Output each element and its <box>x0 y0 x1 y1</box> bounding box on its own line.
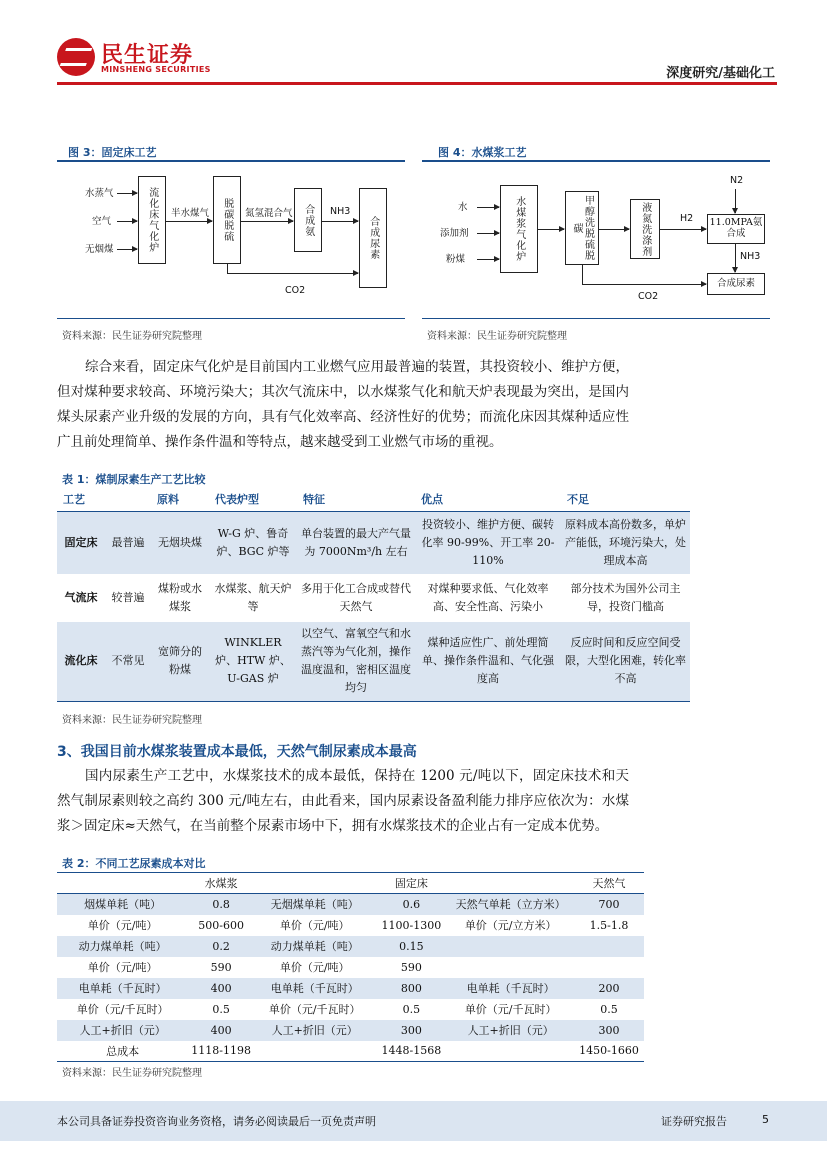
table-cell: 单价（元/千瓦时） <box>268 1003 361 1016</box>
table2-title: 表 2：不同工艺尿素成本对比 <box>62 857 206 870</box>
fig4-h2-label: H2 <box>680 213 694 224</box>
process-comparison-table <box>57 487 690 702</box>
fig3-co2-label: CO2 <box>285 285 306 296</box>
table-cell: 流化床 <box>57 622 105 702</box>
table-cell: 单价（元/吨） <box>279 919 350 932</box>
table-cell: 无烟煤单耗（吨） <box>254 894 375 915</box>
table-cell <box>574 936 644 957</box>
table-cell: 300 <box>375 1020 447 1041</box>
fig4-input-additive: 添加剂 <box>440 228 469 239</box>
table-cell: 煤种适应性广、前处理简单、操作条件温和、气化强度高 <box>415 622 561 702</box>
table-row <box>57 936 644 957</box>
figure4-diagram <box>422 163 770 313</box>
table-header-cell: 不足 <box>561 487 690 512</box>
table-cell: 单价（元/立方米） <box>464 919 557 932</box>
logo-mark-icon <box>57 38 95 76</box>
table-cell: W-G 炉、鲁奇炉、BGC 炉等 <box>209 512 297 574</box>
table-cell: 300 <box>574 1020 644 1041</box>
table-row <box>57 512 690 574</box>
fig3-input-steam: 水蒸气 <box>85 188 114 199</box>
fig4-ammonia-box: 11.0MPA氨合成 <box>707 214 765 244</box>
section3-title: 3、我国目前水煤浆装置成本最低，天然气制尿素成本最高 <box>57 744 417 760</box>
figure4-bottom-rule <box>422 318 770 319</box>
table-header-cell: 固定床 <box>375 873 447 894</box>
table-header-row <box>57 487 690 512</box>
table-header-cell: 原料 <box>151 487 209 512</box>
table-cell: 对煤种要求低、气化效率高、安全性高、污染小 <box>427 581 549 613</box>
table-cell: 天然气单耗（立方米） <box>447 894 574 915</box>
table-cell: 反应时间和反应空间受限，大型化困难，转化率不高 <box>561 622 690 702</box>
fig3-urea-box: 合成尿素 <box>359 188 387 288</box>
table-row <box>57 957 644 978</box>
logo-english-name: MINSHENG SECURITIES <box>101 65 211 74</box>
table-cell: 1450-1660 <box>574 1041 644 1062</box>
table-cell: 单台装置的最大产气量为 7000Nm³/h 左右 <box>297 512 415 574</box>
page-footer <box>0 1101 827 1141</box>
table-cell: 单价（元/千瓦时） <box>76 1003 169 1016</box>
fig3-nh3-label: NH3 <box>330 206 351 217</box>
table-header-row <box>57 873 644 894</box>
table-cell: 0.5 <box>402 1002 421 1016</box>
table-cell: 1118-1198 <box>188 1041 254 1062</box>
table-cell <box>447 1041 574 1062</box>
fig3-mix-gas-label: 氮氢混合气 <box>245 208 293 219</box>
table-cell <box>447 957 574 978</box>
table1-title: 表 1：煤制尿素生产工艺比较 <box>62 473 206 486</box>
table-cell: 多用于化工合成或替代天然气 <box>301 581 411 613</box>
fig4-methanol-wash-box: 甲醇洗脱硫脱碳 <box>565 191 599 265</box>
fig3-gasifier-box: 流化床气化炉 <box>138 176 166 264</box>
table-cell: 0.5 <box>600 1002 618 1016</box>
table-row <box>57 999 644 1020</box>
fig4-nitrogen-wash-box: 液氮洗涤剂 <box>630 199 660 259</box>
table-cell: 水煤浆、航天炉等 <box>214 581 292 613</box>
figure3-bottom-rule <box>57 318 405 319</box>
figure3-top-rule <box>57 160 405 162</box>
footer-report-type: 证券研究报告 <box>661 1115 727 1128</box>
fig3-desulfur-box: 脱碳脱硫 <box>213 176 241 264</box>
fig3-input-coal: 无烟煤 <box>85 244 114 255</box>
fig4-co2-label: CO2 <box>638 291 659 302</box>
table-cell: 原料成本高份数多，单炉产能低，环境污染大，处理成本高 <box>561 512 690 574</box>
table-cell <box>254 1041 375 1062</box>
cost-comparison-table <box>57 872 644 1062</box>
table-cell: 0.6 <box>375 894 447 915</box>
table-cell: 煤粉或水煤浆 <box>158 581 202 613</box>
table-row <box>57 894 644 915</box>
table-header-cell: 天然气 <box>574 873 644 894</box>
table-header-cell: 代表炉型 <box>209 487 297 512</box>
table-header-cell: 水煤浆 <box>188 873 254 894</box>
table-cell: 人工+折旧（元） <box>254 1020 375 1041</box>
table-cell: 固定床 <box>57 512 105 574</box>
table-cell: 投资较小、维护方便、碳转化率 90-99%、开工率 20-110% <box>415 512 561 574</box>
table-cell: 总成本 <box>57 1041 188 1062</box>
fig4-gasifier-box: 水煤浆气化炉 <box>500 185 538 273</box>
table-cell: 最普遍 <box>105 512 151 574</box>
table-cell: 电单耗（千瓦时） <box>254 978 375 999</box>
table-header-cell <box>254 873 375 894</box>
table-cell: 烟煤单耗（吨） <box>57 894 188 915</box>
fig4-input-coal: 粉煤 <box>446 254 466 265</box>
table-cell <box>447 936 574 957</box>
table2-source: 资料来源：民生证券研究院整理 <box>62 1068 202 1079</box>
logo-chinese-name: 民生证券 <box>101 43 194 68</box>
table-row-total <box>57 1041 644 1062</box>
table-cell: 人工+折旧（元） <box>57 1020 188 1041</box>
figure3-diagram <box>57 163 405 313</box>
table-cell: 部分技术为国外公司主导，投资门槛高 <box>570 581 681 613</box>
table-cell: 400 <box>188 978 254 999</box>
table-cell: 800 <box>375 978 447 999</box>
table-cell: 500-600 <box>198 918 244 932</box>
figure3-title: 图 3：固定床工艺 <box>68 146 157 159</box>
table-cell: 0.15 <box>375 936 447 957</box>
table-cell: 1448-1568 <box>375 1041 447 1062</box>
table-cell: 1.5-1.8 <box>589 918 629 932</box>
table-cell: 动力煤单耗（吨） <box>254 936 375 957</box>
table-header-cell <box>57 873 188 894</box>
table-cell: 较普遍 <box>111 590 145 604</box>
table-cell: 0.5 <box>212 1002 230 1016</box>
report-category: 深度研究/基础化工 <box>666 66 775 81</box>
table-cell: 0.2 <box>188 936 254 957</box>
table-cell: 0.8 <box>188 894 254 915</box>
table-cell: 宽筛分的粉煤 <box>151 622 209 702</box>
table-cell: 400 <box>188 1020 254 1041</box>
table-cell: 单价（元/吨） <box>279 961 350 974</box>
table1-source: 资料来源：民生证券研究院整理 <box>62 715 202 726</box>
table-cell: 人工+折旧（元） <box>447 1020 574 1041</box>
table-cell: 动力煤单耗（吨） <box>57 936 188 957</box>
table-cell: 以空气、富氧空气和水蒸汽等为气化剂，操作温度温和，密相区温度均匀 <box>297 622 415 702</box>
fig3-steam-gas-label: 半水煤气 <box>171 208 210 219</box>
table-cell: 电单耗（千瓦时） <box>447 978 574 999</box>
table-cell: 590 <box>210 960 232 974</box>
table-cell: 电单耗（千瓦时） <box>57 978 188 999</box>
fig4-urea-box: 合成尿素 <box>707 273 765 295</box>
fig3-input-air: 空气 <box>92 216 112 227</box>
figure4-title: 图 4：水煤浆工艺 <box>438 146 527 159</box>
table-cell: 单价（元/千瓦时） <box>464 1003 557 1016</box>
table-cell: WINKLER 炉、HTW 炉、U-GAS 炉 <box>209 622 297 702</box>
table-cell: 1100-1300 <box>381 918 442 932</box>
table-cell: 200 <box>574 978 644 999</box>
fig4-input-water: 水 <box>458 202 468 213</box>
table-header-cell <box>105 487 151 512</box>
figure4-top-rule <box>422 160 770 162</box>
table-cell: 590 <box>400 960 422 974</box>
table-cell: 无烟块煤 <box>151 512 209 574</box>
table-header-cell: 优点 <box>415 487 561 512</box>
table-cell: 700 <box>574 894 644 915</box>
summary-paragraph: 综合来看，固定床气化炉是目前国内工业燃气应用最普遍的装置，其投资较小、维护方便，但对煤种要求较高、环境污染大；其次气流床中，以水煤浆气化和航天炉表现最为突出，是国内煤头尿素产业升级的发展的方向，具有气化效率高、经济性好的优势；而流化床因其煤种适应性广且前处理简单、操作条件温和等特点，越来越受到工业燃气市场的重视。 <box>57 359 629 450</box>
figure4-source: 资料来源：民生证券研究院整理 <box>427 331 567 342</box>
table-row <box>57 978 644 999</box>
footer-disclaimer: 本公司具备证券投资咨询业务资格，请务必阅读最后一页免责声明 <box>57 1115 376 1128</box>
table-cell: 不常见 <box>105 622 151 702</box>
table-header-cell <box>447 873 574 894</box>
table-row <box>57 574 690 622</box>
table-cell <box>574 957 644 978</box>
company-logo <box>57 38 217 78</box>
section3-paragraph: 国内尿素生产工艺中，水煤浆技术的成本最低，保持在 1200 元/吨以下，固定床技术和天然气制尿素则较之高约 300 元/吨左右，由此看来，国内尿素设备盈利能力排序应依次为：水煤浆＞固定床≈天然气，在当前整个尿素市场中下，拥有水煤浆技术的企业占有一定成本优势。 <box>57 768 629 834</box>
figure3-source: 资料来源：民生证券研究院整理 <box>62 331 202 342</box>
fig4-n2-label: N2 <box>730 175 744 186</box>
table-header-cell: 工艺 <box>57 487 105 512</box>
table-row <box>57 1020 644 1041</box>
page-number: 5 <box>762 1113 769 1126</box>
table-cell: 气流床 <box>64 590 98 604</box>
fig3-synthesis-box: 合成氨 <box>294 188 322 252</box>
table-cell: 单价（元/吨） <box>87 961 158 974</box>
table-cell: 单价（元/吨） <box>87 919 158 932</box>
header-divider <box>57 82 777 85</box>
table-header-cell: 特征 <box>297 487 415 512</box>
table-row <box>57 622 690 702</box>
fig4-nh3-label: NH3 <box>740 251 761 262</box>
table-row <box>57 915 644 936</box>
